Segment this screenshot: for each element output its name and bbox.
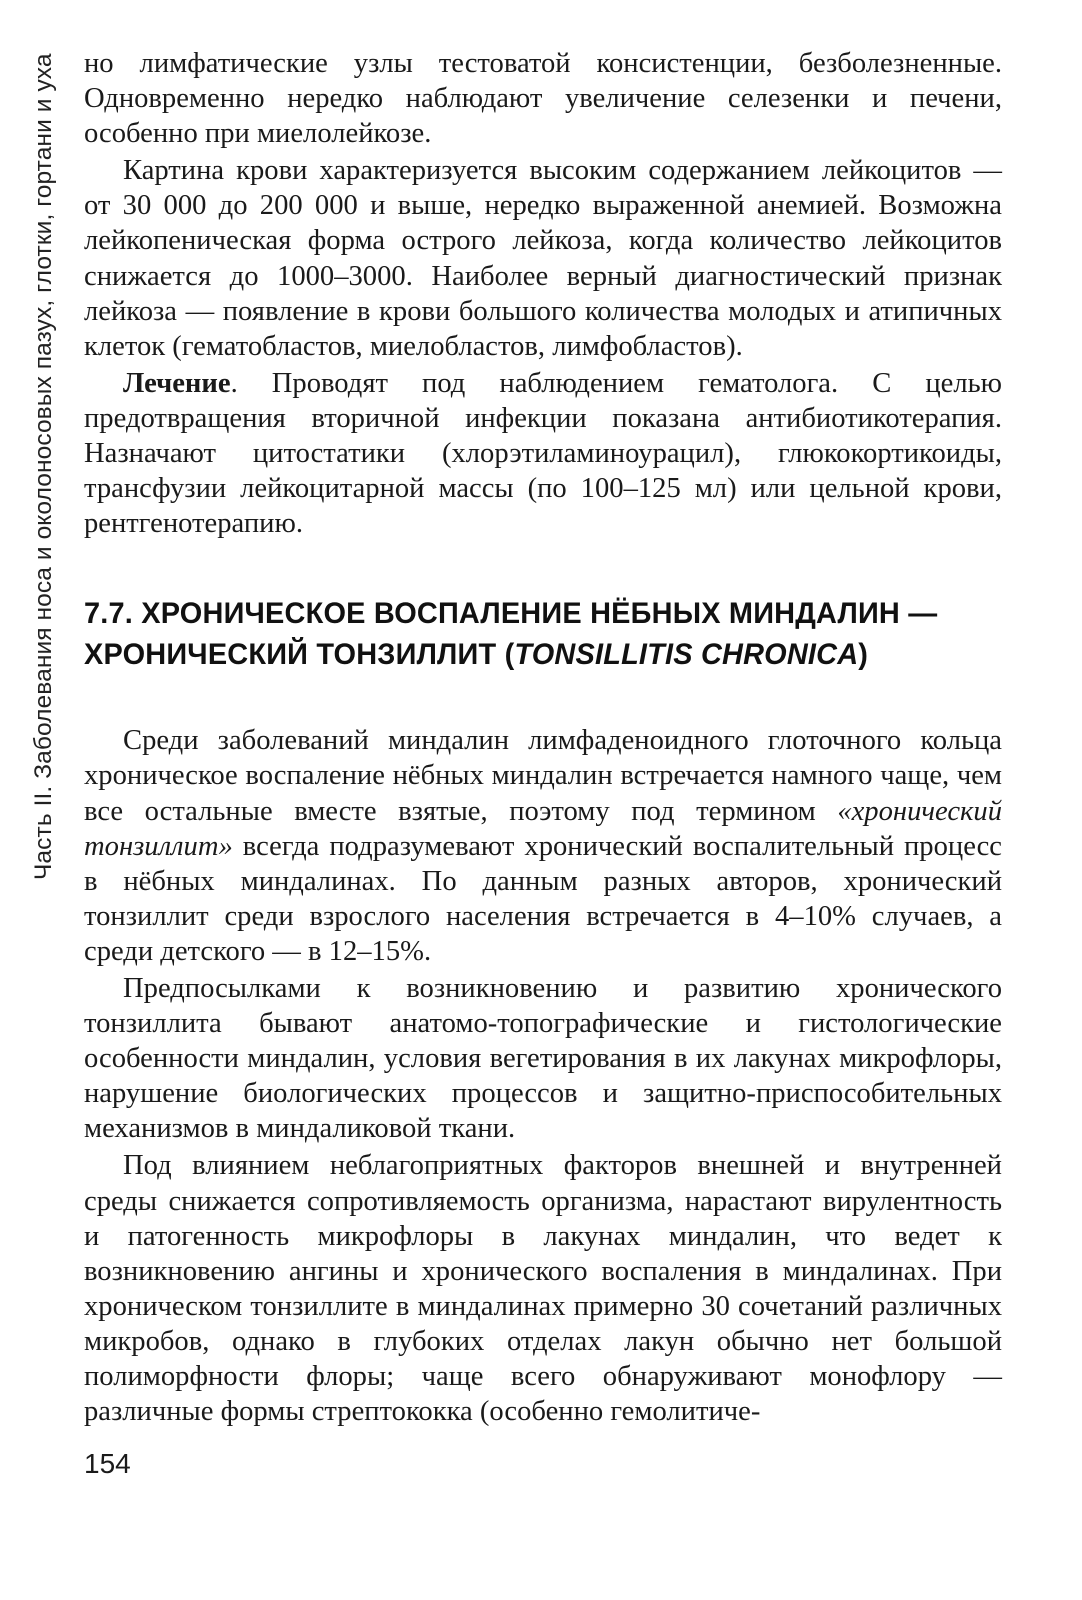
section-heading-line-2	[84, 634, 984, 675]
paragraph-blood-picture: Картина крови характеризуется высоким содержанием лейкоцитов — от 30 000 до 200 000 и выше, нередко выраженной анемией. Возможна лейкопеническая форма острого лейкоза, когда количество лейкоцитов снижается до 1000–3000. Наиболее верный диагностический признак лейкоза — появление в крови большого количества молодых и атипичных клеток (гематобластов, миелобластов, лимфобластов).	[84, 155, 1002, 362]
section-heading	[84, 593, 984, 675]
paragraph-prevalence	[84, 723, 1002, 969]
paragraph-treatment	[84, 366, 1002, 541]
section-heading-term: ХРОНИЧЕСКИЙ ТОНЗИЛЛИТ (	[84, 638, 515, 672]
prevalence-term: «хронический тонзиллит»	[84, 795, 1002, 862]
section-heading-line-1: 7.7. ХРОНИЧЕСКОЕ ВОСПАЛЕНИЕ НЁБНЫХ МИНДАЛИН —	[84, 597, 938, 631]
paragraph-continuation: но лимфатические узлы тестоватой консистенции, безболезненные. Одновременно нередко наблюдают увеличение селезенки и печени, особенно при миелолейкозе.	[84, 48, 1002, 150]
treatment-text: . Проводят под наблюдением гематолога. С целью предотвращения вторичной инфекции показана антибиотикотерапия. Назначают цитостатики (хлорэтиламиноурацил), глюкокортикоиды, трансфузии лейкоцитарной массы (по 100–125 мл) или цельной крови, рентгенотерапию.	[84, 367, 1002, 540]
page-number: 154	[84, 1448, 131, 1479]
treatment-lead: Лечение	[123, 367, 231, 399]
prevalence-text-b: всегда подразумевают хронический воспалительный процесс в нёбных миндалинах. По данным разных авторов, хронический тонзиллит среди взрослого населения встречается в 4–10% случаев, а среди детского — в 12–15%.	[84, 830, 1002, 967]
paragraph-predisposition: Предпосылками к возникновению и развитию хронического тонзиллита бывают анатомо-топографические и гистологические особенности миндалин, условия вегетирования в их лакунах микрофлоры, нарушение биологических процессов и защитно-приспособительных механизмов в миндаликовой ткани.	[84, 972, 1002, 1145]
page-content	[84, 46, 1002, 1429]
section-heading-close: )	[858, 638, 869, 672]
running-head: Часть II. Заболевания носа и околоносовых пазух, глотки, гортани и уха	[30, 53, 57, 880]
prevalence-text-a: Среди заболеваний миндалин лимфаденоидного глоточного кольца хроническое воспаление нёбных миндалин встречается намного чаще, чем все остальные вместе взятые, поэтому под термином	[84, 725, 1002, 827]
paragraph-pathogenesis: Под влиянием неблагоприятных факторов внешней и внутренней среды снижается сопротивляемость организма, нарастают вирулентность и патогенность микрофлоры в лакунах миндалин, что ведет к возникновению ангины и хронического воспаления в миндалинах. При хроническом тонзиллите в миндалинах примерно 30 сочетаний различных микробов, однако в глубоких отделах лакун обычно нет большой полиморфности флоры; чаще всего обнаруживают монофлору — различные формы стрептококка (особенно гемолитиче-	[84, 1150, 1002, 1428]
section-heading-latin: TONSILLITIS CHRONICA	[514, 638, 859, 672]
